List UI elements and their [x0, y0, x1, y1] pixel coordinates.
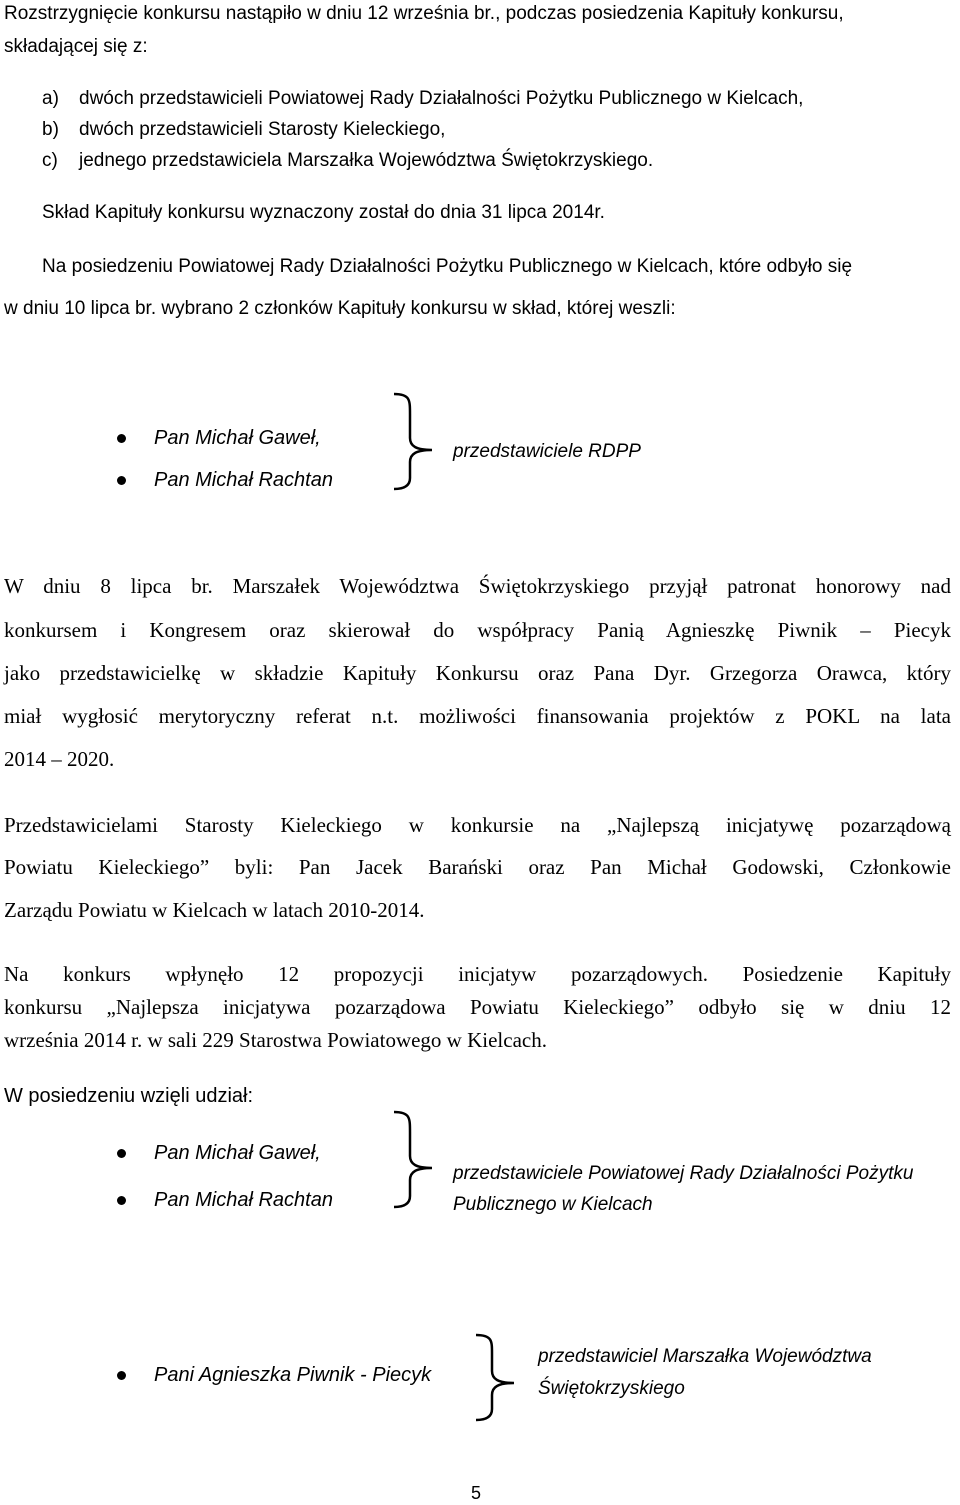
rdpp-paragraph-line-2: w dniu 10 lipca br. wybrano 2 członków Kapituły konkursu w skład, której weszli: — [4, 298, 676, 319]
marshal-paragraph-line-2: konkursem i Kongresem oraz skierował do współpracy Panią Agnieszkę Piwnik – Piecyk — [4, 618, 951, 642]
composition-date: Skład Kapituły konkursu wyznaczony został do dnia 31 lipca 2014r. — [42, 202, 605, 223]
bullet-icon — [117, 476, 126, 485]
member-name: Pani Agnieszka Piwnik - Piecyk — [154, 1364, 432, 1386]
group-role: przedstawiciele RDPP — [453, 441, 641, 462]
marshal-paragraph-line-4: miał wygłosić merytoryczny referat n.t. możliwości finansowania projektów z POKL na lata — [4, 704, 951, 728]
group-role-line-2: Świętokrzyskiego — [538, 1378, 685, 1399]
proposals-paragraph-line-2: konkursu „Najlepsza inicjatywa pozarządowa Powiatu Kieleckiego” odbyło się w dniu 12 — [4, 995, 951, 1019]
list-marker: c) — [42, 150, 58, 171]
marshal-paragraph-line-5: 2014 – 2020. — [4, 747, 115, 771]
member-name: Pan Michał Gaweł, — [154, 1142, 321, 1164]
intro-line-1: Rozstrzygnięcie konkursu nastąpiło w dniu 12 września br., podczas posiedzenia Kapituły konkursu, — [4, 3, 844, 24]
marshal-paragraph-line-1: W dniu 8 lipca br. Marszałek Województwa Świętokrzyskiego przyjął patronat honorowy nad — [4, 574, 951, 598]
right-brace-icon — [470, 1333, 520, 1423]
proposals-paragraph-line-1: Na konkurs wpłynęło 12 propozycji inicjatyw pozarządowych. Posiedzenie Kapituły — [4, 962, 951, 986]
rdpp-paragraph-line-1: Na posiedzeniu Powiatowej Rady Działalności Pożytku Publicznego w Kielcach, które odbyło się — [42, 256, 853, 277]
list-marker: a) — [42, 88, 59, 109]
bullet-icon — [117, 1196, 126, 1205]
intro-line-2: składającej się z: — [4, 36, 148, 57]
group-role-line-1: przedstawiciel Marszałka Województwa — [538, 1346, 872, 1367]
starosta-paragraph-line-1: Przedstawicielami Starosty Kieleckiego w konkursie na „Najlepszą inicjatywę pozarządową — [4, 813, 951, 837]
right-brace-icon — [388, 1110, 438, 1210]
proposals-paragraph-line-3: września 2014 r. w sali 229 Starostwa Powiatowego w Kielcach. — [4, 1028, 547, 1052]
list-marker: b) — [42, 119, 59, 140]
starosta-paragraph-line-2: Powiatu Kieleckiego” byli: Pan Jacek Barański oraz Pan Michał Godowski, Członkowie — [4, 855, 951, 879]
bullet-icon — [117, 1371, 126, 1380]
right-brace-icon — [388, 392, 438, 492]
bullet-icon — [117, 434, 126, 443]
group-role-line-2: Publicznego w Kielcach — [453, 1194, 653, 1215]
member-name: Pan Michał Rachtan — [154, 469, 333, 491]
page-number: 5 — [471, 1483, 482, 1503]
group-role-line-1: przedstawiciele Powiatowej Rady Działalności Pożytku — [453, 1163, 914, 1184]
list-item: jednego przedstawiciela Marszałka Województwa Świętokrzyskiego. — [79, 150, 654, 171]
member-name: Pan Michał Rachtan — [154, 1189, 333, 1211]
participants-heading: W posiedzeniu wzięli udział: — [4, 1085, 254, 1107]
member-name: Pan Michał Gaweł, — [154, 427, 321, 449]
marshal-paragraph-line-3: jako przedstawicielkę w składzie Kapituły Konkursu oraz Pana Dyr. Grzegorza Orawca, który — [4, 661, 951, 685]
list-item: dwóch przedstawicieli Starosty Kieleckiego, — [79, 119, 446, 140]
starosta-paragraph-line-3: Zarządu Powiatu w Kielcach w latach 2010-2014. — [4, 898, 425, 922]
bullet-icon — [117, 1149, 126, 1158]
list-item: dwóch przedstawicieli Powiatowej Rady Działalności Pożytku Publicznego w Kielcach, — [79, 88, 804, 109]
